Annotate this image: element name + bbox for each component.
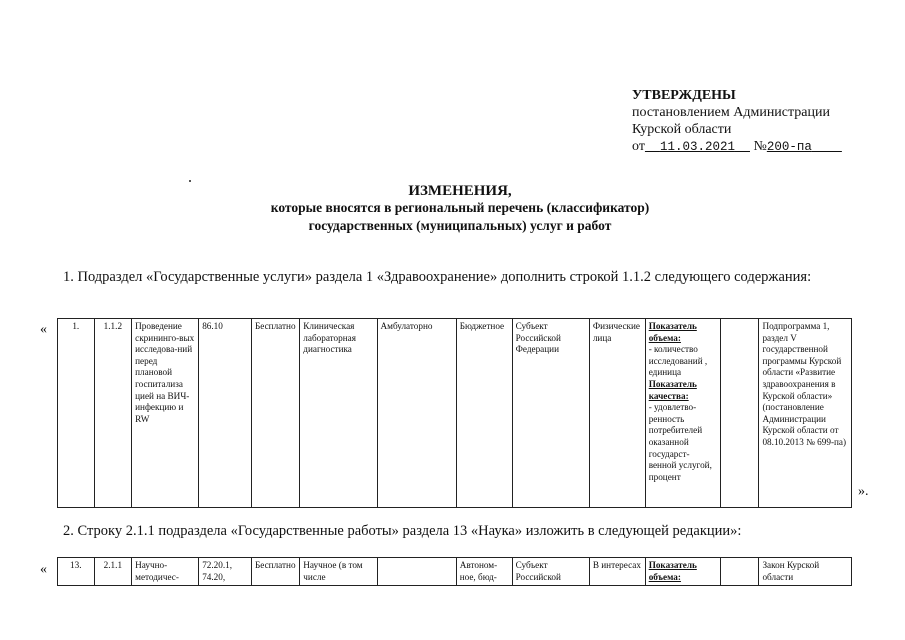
- close-quote-1: ».: [858, 484, 869, 499]
- cell-payment: Бесплатно: [252, 558, 300, 586]
- table-1: [57, 318, 852, 508]
- open-quote-1: «: [40, 322, 47, 337]
- approval-date-value: 11.03.2021: [659, 140, 735, 154]
- table-2: [57, 557, 852, 586]
- cell-indicators: [645, 319, 720, 508]
- approval-date: [645, 140, 750, 154]
- cell-conditions: Амбулаторно: [377, 319, 456, 508]
- approval-date-line: [632, 138, 842, 156]
- open-quote-2: «: [40, 562, 47, 577]
- cell-conditions: [377, 558, 456, 586]
- table-row: [58, 558, 852, 586]
- cell-indicators: Показатель объема:: [645, 558, 720, 586]
- cell-okved: 86.10: [199, 319, 252, 508]
- cell-authority: Субъект Российской Федерации: [512, 319, 589, 508]
- approval-number-value: 200-па: [766, 140, 812, 154]
- cell-number: 13.: [58, 558, 95, 586]
- cell-content: Научное (в том числе: [300, 558, 377, 586]
- cell-legal-basis: Подпрограмма 1, раздел V государственной программы Курской области «Развитие здравоохранения в Курской области» (постановление Администрации Курской области от 08.10.2013 № 699-па): [759, 319, 852, 508]
- paragraph-1: 1. Подраздел «Государственные услуги» раздела 1 «Здравоохранение» дополнить строкой 1.1.2 следующего содержания:: [63, 269, 812, 285]
- indicator-quality-heading: Показатель качества:: [648, 378, 697, 401]
- from-label: от: [632, 139, 645, 154]
- cell-empty: [720, 558, 759, 586]
- cell-empty: [720, 319, 759, 508]
- indicator-volume-text: - количество исследований , единица: [648, 344, 708, 378]
- cell-work-name: Научно-методичес-: [132, 558, 199, 586]
- cell-okved: 72.20.1, 74.20,: [199, 558, 252, 586]
- approval-line-3: Курской области: [632, 122, 732, 137]
- approval-line-2: постановлением Администрации: [632, 105, 830, 120]
- approval-title: УТВЕРЖДЕНЫ: [632, 88, 736, 103]
- cell-content: Клиническая лабораторная диагностика: [300, 319, 377, 508]
- cell-service-name: Проведение скрининго-вых исследова-ний перед плановой госпитализа цией на ВИЧ-инфекцию и RW: [132, 319, 199, 508]
- scan-speck: [189, 180, 191, 182]
- indicator-quality-text: - удовлетво-ренность потребителей оказанной государст-венной услугой, процент: [648, 402, 712, 482]
- doc-subtitle-1: которые вносятся в региональный перечень (классификатор): [270, 200, 650, 215]
- cell-authority: Субъект Российской: [512, 558, 589, 586]
- cell-code: 2.1.1: [94, 558, 132, 586]
- number-label: №: [753, 139, 767, 154]
- cell-institution-type: Автоном-ное, бюд-: [456, 558, 512, 586]
- paragraph-2: 2. Строку 2.1.1 подраздела «Государственные работы» раздела 13 «Наука» изложить в следующей редакции»:: [63, 523, 742, 539]
- cell-payment: Бесплатно: [252, 319, 300, 508]
- doc-subtitle-2: государственных (муниципальных) услуг и работ: [308, 218, 612, 233]
- cell-code: 1.1.2: [94, 319, 132, 508]
- approval-block: [632, 87, 842, 156]
- doc-title: ИЗМЕНЕНИЯ,: [408, 183, 512, 199]
- approval-number: [767, 140, 842, 154]
- cell-legal-basis: Закон Курской области: [759, 558, 852, 586]
- cell-number: 1.: [58, 319, 95, 508]
- table-row: [58, 319, 852, 508]
- indicator-volume-heading: Показатель объема:: [648, 321, 697, 343]
- cell-consumers: В интересах: [589, 558, 645, 586]
- cell-institution-type: Бюджетное: [456, 319, 512, 508]
- cell-consumers: Физические лица: [589, 319, 645, 508]
